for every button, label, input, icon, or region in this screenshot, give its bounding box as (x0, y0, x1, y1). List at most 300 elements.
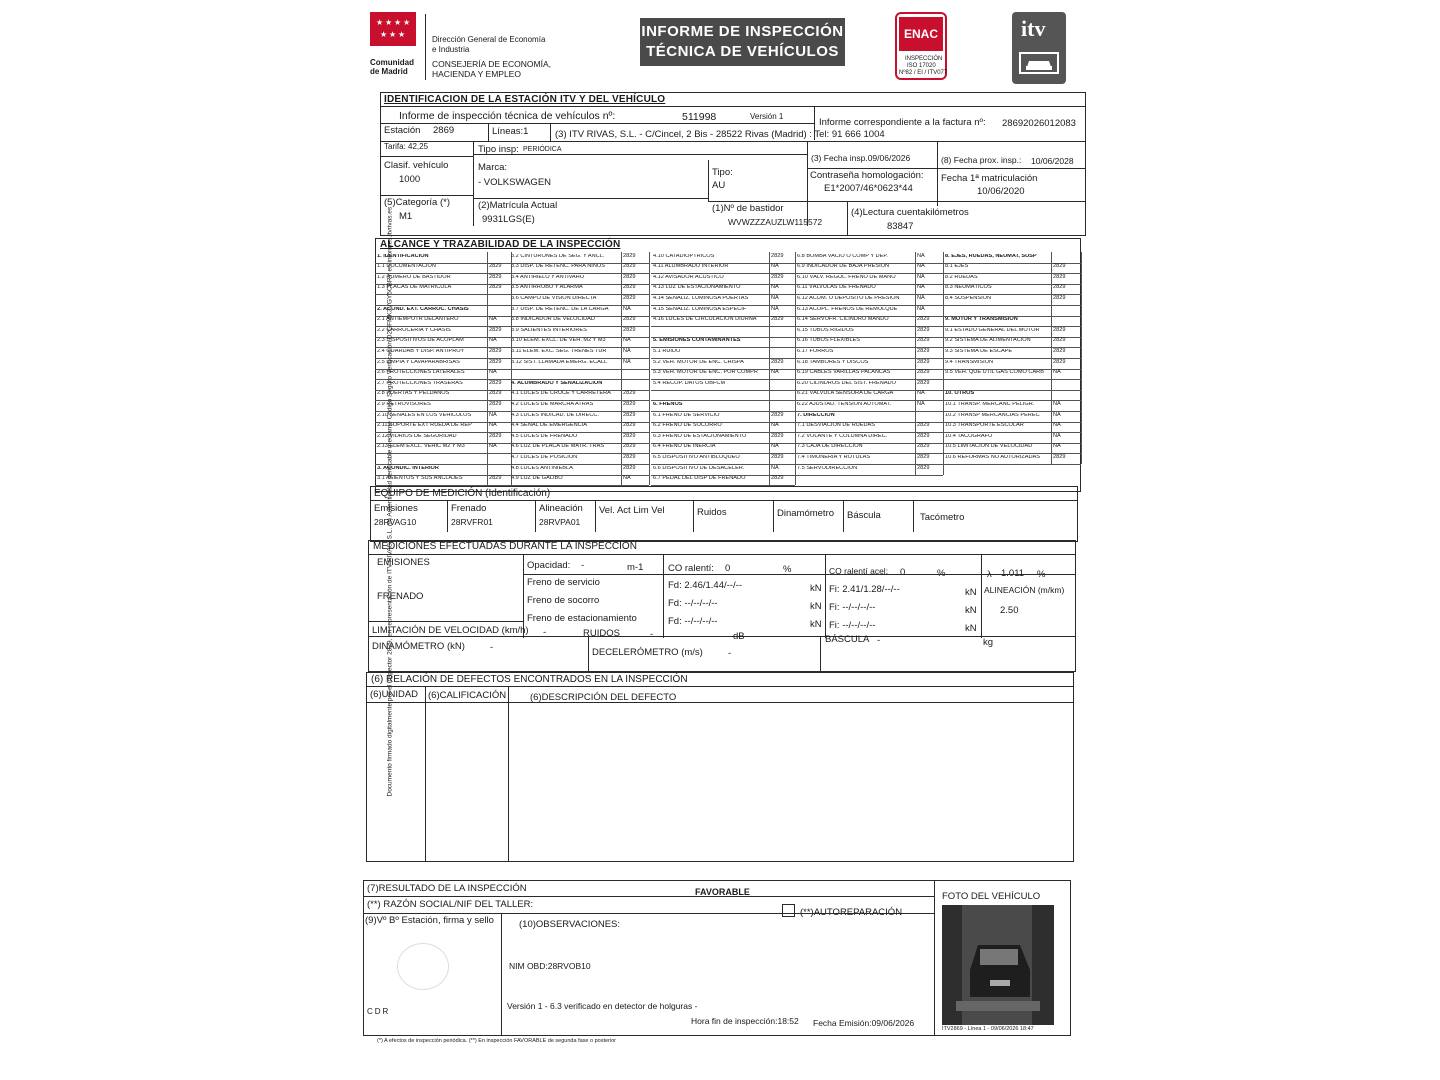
noise-value: - (650, 629, 654, 640)
equip-emisiones-label: Emisiones (374, 503, 418, 514)
scope-item-label: 10.2 TRANSP MERCANCIAS PEREC (945, 412, 1040, 418)
dept-line-2: e Industria (432, 45, 470, 54)
scope-item-label: 2. ACOND. EXT. CARROC. CHASIS (377, 306, 469, 312)
scope-item-status: 2829 (623, 453, 636, 460)
scope-row-line (651, 390, 795, 391)
emergency-brake-fd: Fd: --/--/--/-- (668, 598, 718, 609)
scope-item-status: NA (917, 294, 925, 301)
parking-brake-fi: Fi: --/--/--/-- (829, 620, 876, 631)
scope-item-label: 2.2 CARROCERÍA Y CHASIS (377, 327, 451, 333)
scope-item-label: 3.2 CINTURONES DE SEG. Y ANCL. (511, 253, 605, 259)
title-line-1: INFORME DE INSPECCIÓN (641, 23, 844, 40)
scope-item-status: NA (1053, 443, 1061, 450)
scope-item-label: 8.2 RUEDAS (945, 274, 978, 280)
parking-brake-fd: Fd: --/--/--/-- (668, 616, 718, 627)
scope-item-status: NA (917, 400, 925, 407)
scope-item-label: 8.3 NEUMÁTICOS (945, 285, 992, 291)
scope-item-status: 2829 (489, 263, 502, 270)
scope-item-status: NA (489, 411, 497, 418)
scope-col-divider (943, 252, 944, 475)
scope-item-status: NA (771, 369, 779, 376)
scope-item-label: 4.4 SEÑAL DE EMERGENCIA (511, 423, 587, 429)
scope-item-status: NA (771, 294, 779, 301)
dept-line-4: HACIENDA Y EMPLEO (432, 69, 521, 79)
co-accel-unit: % (937, 568, 946, 579)
service-brake-label: Freno de servicio (527, 577, 600, 588)
scope-item-label: 10.5 LIMITACIÓN DE VELOCIDAD (945, 444, 1033, 450)
equip-vel-label: Vel. Act Lim Vel (599, 505, 665, 516)
scope-title: ALCANCE Y TRAZABILIDAD DE LA INSPECCIÓN (380, 239, 621, 250)
scope-row-line (943, 464, 1081, 465)
star-icon: ★ (380, 30, 388, 39)
comunidad-madrid-flag (370, 12, 416, 46)
title-line-2: TÉCNICA DE VEHÍCULOS (646, 43, 839, 60)
scope-item-label: 5.4 RECOP. DATOS OBFCM (653, 380, 726, 386)
scope-item-label: 3.6 CAMPO DE VISIÓN DIRECTA (511, 295, 597, 301)
scope-item-label: 7.5 SERVODIRECCIÓN (797, 465, 858, 471)
scope-item-status: 2829 (771, 475, 784, 482)
scope-item-status: 2829 (771, 358, 784, 365)
enac-label: ENAC (899, 17, 943, 51)
scope-item-status: 2829 (623, 443, 636, 450)
scope-item-status: 2829 (1053, 358, 1066, 365)
scope-item-label: 2.6 PROTECCIONES LATERALES (377, 370, 465, 376)
vehicle-photo-image (942, 905, 1054, 1025)
scope-item-label: 5.1 RUIDO (653, 348, 681, 354)
scope-item-label: 10.4 TACÓGRAFO (945, 433, 993, 439)
brand-label: Marca: (478, 162, 508, 173)
scope-item-status: 2829 (917, 326, 930, 333)
scope-item-label: 4.13 LUZ DE ESTACIONAMIENTO (653, 285, 741, 291)
scope-item-label: 6.5 DISPOSITIVO ANTIBLOQUEO (653, 454, 740, 460)
kn-unit: kN (965, 605, 977, 616)
scope-item-label: 2.1 ANTIEMPOTR DELANTERO (377, 317, 459, 323)
scope-item-status: 2829 (623, 411, 636, 418)
alignment-value: 2.50 (1000, 605, 1019, 616)
dept-line-3: CONSEJERÍA DE ECONOMÍA, (432, 59, 552, 69)
scope-item-status: NA (1053, 411, 1061, 418)
scope-item-label: 7.1 DESVIACIÓN DE RUEDAS (797, 423, 876, 429)
invoice-label: Informe correspondiente a la factura nº: (819, 117, 986, 128)
scope-item-status: 2829 (489, 347, 502, 354)
scope-item-status: 2829 (917, 379, 930, 386)
scope-item-status: 2829 (917, 443, 930, 450)
scope-item-label: 2.8 PUERTAS Y PELDAÑOS (377, 391, 450, 397)
scope-item-label: 7.4 TIMONERÍA Y RÓTULAS (797, 454, 871, 460)
scope-item-status: NA (771, 464, 779, 471)
scope-item-status: 2829 (623, 263, 636, 270)
report-number: 511998 (682, 111, 717, 123)
scope-item-label: 4.1 LUCES DE CRUCE Y CARRETERA (511, 391, 611, 397)
invoice-number: 28692026012083 (1002, 118, 1076, 129)
scope-col-divider (915, 252, 916, 475)
scope-item-label: 6.8 BOMBA VACÍO O COMP Y DEP. (797, 253, 888, 259)
scope-item-label: 6. FRENOS (653, 401, 683, 407)
scope-item-status: NA (1053, 422, 1061, 429)
emergency-brake-fi: Fi: --/--/--/-- (829, 602, 876, 613)
scope-item-label: 4. ALUMBRADO Y SEÑALIZACIÓN (511, 380, 603, 386)
scope-item-label: 6.13 ACOPL. FRENOS DE REMOLQUE (797, 306, 898, 312)
vin-label: (1)Nº de bastidor (712, 203, 784, 214)
parking-brake-label: Freno de estacionamiento (527, 613, 637, 624)
scope-item-label: 4.5 LUCES DE FRENADO (511, 433, 578, 439)
scope-item-status: 2829 (1053, 284, 1066, 291)
scope-item-label: 1.3 PLACAS DE MATRÍCULA (377, 285, 452, 291)
equip-emisiones: 28RVAG10 (374, 517, 417, 527)
scope-item-label: 4.10 CATADIÓPTRICOS (653, 253, 715, 259)
scope-item-label: 1.2 NÚMERO DE BASTIDOR (377, 274, 451, 280)
co-accel-value: 0 (900, 567, 906, 578)
scope-item-status: 2829 (623, 432, 636, 439)
star-icon: ★ (389, 30, 397, 39)
scope-item-label: 6.4 FRENO DE INERCIA (653, 444, 716, 450)
scope-item-label: 2.5 LIMPIA Y LAVAPARABRISAS (377, 359, 460, 365)
scope-item-status: 2829 (623, 273, 636, 280)
digital-signature-note: Documento firmado digitalmente por el inspector 2829, en representación de ITV RIVAS, S.L. (6) Autenticidad verificable mediante Código Seguro Verificación D2GFMK3VGY5CBRY en informes.itvrivas.es (386, 206, 394, 797)
scope-row-line (943, 379, 1081, 380)
scope-item-status: 2829 (917, 337, 930, 344)
scope-item-label: 5.2 VEH. MOTOR DE ENC. CHISPA (653, 359, 744, 365)
scope-item-label: 4.15 SEÑALIZ. LUMINOSA ESPECIF (653, 306, 747, 312)
scope-item-status: NA (917, 284, 925, 291)
nim-obd: NIM OBD:28RVOB10 (509, 961, 591, 971)
scope-item-label: 6.2 FRENO DE SOCORRO (653, 423, 722, 429)
scope-item-label: 3.12 SIST. LLAMADA EMERG. ECALL (511, 359, 608, 365)
scope-item-label: 8.4 SUSPENSIÓN (945, 295, 992, 301)
scope-item-label: 2.11 SOPORTE EXT RUEDA DE REP (377, 423, 472, 429)
homologation: E1*2007/46*0623*44 (824, 183, 913, 194)
type-label: Tipo: (712, 167, 733, 178)
scope-item-status: 2829 (1053, 453, 1066, 460)
version: Versión 1 (750, 112, 784, 121)
inspection-type: PERIÓDICA (523, 146, 562, 153)
first-registration: 10/06/2020 (977, 186, 1025, 197)
scope-item-label: 6.15 TUBOS RÍGIDOS (797, 327, 854, 333)
scope-item-label: 6.17 FORROS (797, 348, 834, 354)
itv-label: itv (1021, 16, 1046, 41)
scope-item-label: 6.19 CABLES VARILLAS PALANCAS (797, 370, 891, 376)
station-label: Estación (384, 125, 421, 136)
emergency-brake-label: Freno de socorro (527, 595, 600, 606)
lambda-unit: % (1037, 569, 1046, 580)
scope-item-status: NA (917, 305, 925, 312)
scope-item-label: 6.3 FRENO DE ESTACIONAMIENTO (653, 433, 747, 439)
co-idle-unit: % (783, 564, 792, 575)
star-icon: ★ (403, 18, 411, 27)
scope-item-label: 6.22 AJUSTAD. TENSIÓN AUTOMÁT. (797, 401, 892, 407)
station-number: 2869 (433, 125, 455, 136)
version-note: Versión 1 - 6.3 verificado en detector de holguras - (507, 1001, 698, 1011)
scope-item-label: 3.7 DISP. DE RETENC. DE LA CARGA (511, 306, 609, 312)
scope-item-label: 7.2 VOLANTE Y COLUMNA DIREC. (797, 433, 888, 439)
signature-label: (9)Vº Bº Estación, firma y sello (365, 915, 494, 926)
scope-item-status: 2829 (489, 400, 502, 407)
scope-item-label: 4.7 LUCES DE POSICIÓN (511, 454, 578, 460)
defects-col-rating: (6)CALIFICACIÓN (428, 690, 507, 701)
opacity-unit: m-1 (627, 562, 644, 573)
co-idle-label: CO ralentí: (668, 563, 714, 574)
star-icon: ★ (394, 18, 402, 27)
equipment-title: EQUIPO DE MEDICIÓN (Identificación) (374, 488, 551, 499)
measurements-title: MEDICIONES EFECTUADAS DURANTE LA INSPECCIÓN (373, 541, 637, 552)
scope-item-label: 6.20 CILINDROS DEL SIST. FRENADO (797, 380, 896, 386)
scope-item-status: 2829 (623, 400, 636, 407)
alignment-label: ALINEACIÓN (m/km) (984, 585, 1065, 595)
kn-unit: kN (965, 623, 977, 634)
scope-row-line (795, 475, 943, 476)
scope-item-status: NA (771, 284, 779, 291)
scope-item-label: 6.1 FRENO DE SERVICIO (653, 412, 720, 418)
self-repair-label: (**)AUTOREPARACIÓN (800, 907, 903, 918)
scope-row-line (651, 326, 795, 327)
self-repair-checkbox[interactable] (782, 904, 795, 917)
lambda-value: 1.011 (1001, 568, 1025, 579)
scope-item-status: NA (1053, 369, 1061, 376)
scope-col-divider (769, 252, 770, 485)
scope-item-status: 2829 (623, 252, 636, 259)
region-name-1: Comunidad (370, 58, 414, 67)
type: AU (712, 180, 726, 191)
scope-item-label: 4.8 LUCES ANTINIEBLA (511, 465, 573, 471)
equip-bascula-label: Báscula (847, 510, 881, 521)
kn-unit: kN (810, 601, 822, 612)
scope-item-status: 2829 (489, 379, 502, 386)
scale-value: - (877, 635, 881, 646)
scope-item-status: NA (917, 263, 925, 270)
equip-dinamometro-label: Dinamómetro (777, 508, 835, 519)
braking-label: FRENADO (377, 591, 424, 602)
scope-item-label: 2.7 PROTECCIONES TRASERAS (377, 380, 463, 386)
photo-caption: ITV2869 - Línea 1 - 09/06/2026 18:47 (942, 1026, 1034, 1032)
opacity-label: Opacidad: (527, 560, 571, 571)
scale-label: BÁSCULA (825, 634, 870, 645)
kn-unit: kN (965, 587, 977, 598)
dynamometer-label: DINAMÓMETRO (kN) (372, 641, 465, 652)
scope-item-status: NA (917, 252, 925, 259)
scope-item-status: NA (917, 390, 925, 397)
scope-item-status: 2829 (623, 422, 636, 429)
photo-label: FOTO DEL VEHÍCULO (942, 891, 1041, 902)
vin: WVWZZZAUZLW115572 (728, 217, 823, 227)
equip-alineacion: 28RVPA01 (539, 517, 581, 527)
scope-item-status: NA (623, 347, 631, 354)
identification-title: IDENTIFICACION DE LA ESTACIÓN ITV Y DEL VEHÍCULO (384, 94, 666, 105)
defects-col-unit: (6)UNIDAD (370, 689, 419, 700)
scope-item-label: 2.12 VIDRIOS DE SEGURIDAD (377, 433, 457, 439)
scope-item-label: 4.3 LUCES INDICAD. DE DIRECC. (511, 412, 599, 418)
scope-row-line (375, 453, 511, 454)
scope-item-status: 2829 (917, 432, 930, 439)
scope-item-status: 2829 (917, 347, 930, 354)
equip-frenado: 28RVFR01 (451, 517, 493, 527)
service-brake-fi: Fi: 2.41/1.28/--/-- (829, 584, 900, 595)
scope-item-label: 10.3 TRANSPORTE ESCOLAR (945, 423, 1024, 429)
scale-unit: kg (983, 637, 994, 648)
equip-tacometro-label: Tacómetro (920, 512, 965, 523)
decelerometer-label: DECELERÓMETRO (m/s) (592, 647, 703, 658)
scope-item-label: 10.6 REFORMAS NO AUTORIZADAS (945, 454, 1041, 460)
scope-item-status: NA (623, 475, 631, 482)
region-name-2: de Madrid (370, 67, 408, 76)
vehicle-class-label: Clasif. vehículo (384, 160, 449, 171)
scope-item-label: 3.9 SALIENTES INTERIORES (511, 327, 587, 333)
scope-item-label: 10. OTROS (945, 391, 975, 397)
scope-item-label: 9.1 ESTADO GENERAL DEL MOTOR (945, 327, 1040, 333)
scope-item-label: 3.8 INDICADOR DE VELOCIDAD (511, 317, 595, 323)
scope-item-label: 7.3 CAJA DE DIRECCIÓN (797, 444, 863, 450)
vehicle-class: 1000 (399, 174, 421, 185)
scope-item-status: NA (771, 443, 779, 450)
scope-item-status: 2829 (623, 284, 636, 291)
decelerometer-value: - (728, 648, 732, 659)
noise-label: RUIDOS (583, 628, 620, 639)
footer-note: (*) A efectos de inspección periódica. (**) En inspección FAVORABLE de segunda fase o posterior (377, 1038, 616, 1044)
scope-item-label: 4.11 ALUMBRADO INTERIOR (653, 264, 729, 270)
scope-item-label: 6.21 VÁLVULA SENSORA DE CARGA (797, 391, 894, 397)
result-value: FAVORABLE (695, 887, 750, 897)
kn-unit: kN (810, 583, 822, 594)
scope-item-label: 2.3 DISPOSITIVOS DE ACOPLAM (377, 338, 464, 344)
odometer-label: (4)Lectura cuentakilómetros (851, 207, 969, 218)
scope-item-label: 6.16 TUBOS FLEXIBLES (797, 338, 861, 344)
scope-item-status: NA (623, 305, 631, 312)
scope-item-label: 6.14 SERVOFR. CILINDRO MANDO (797, 317, 889, 323)
scope-item-label: 4.2 LUCES DE MARCHA ATRÁS (511, 401, 594, 407)
scope-item-label: 6.9 INDICADOR DE BAJA PRESIÓN (797, 264, 890, 270)
scope-item-label: 4.6 LUZ DE PLACA DE MATR. TRAS (511, 444, 605, 450)
scope-item-status: 2829 (1053, 273, 1066, 280)
scope-item-label: 1.1 DOCUMENTACIÓN (377, 264, 436, 270)
scope-item-label: 3. ACONDIC. INTERIOR (377, 465, 439, 471)
scope-item-status: 2829 (623, 326, 636, 333)
scope-item-label: 6.18 TAMBORES Y DISCOS (797, 359, 869, 365)
scope-item-label: 1. IDENTIFICACIÓN (377, 253, 429, 259)
car-icon (1019, 52, 1059, 74)
scope-item-status: 2829 (1053, 326, 1066, 333)
scope-item-status: 2829 (1053, 294, 1066, 301)
scope-col-divider (1051, 252, 1052, 464)
scope-item-status: NA (1053, 432, 1061, 439)
scope-item-label: 9. MOTOR Y TRANSMISIÓN (945, 317, 1018, 323)
scope-item-label: 4.16 LUCES DE CIRCULACIÓN DIURNA (653, 317, 757, 323)
issue-date: Fecha Emisión:09/06/2026 (813, 1018, 915, 1028)
scope-item-status: 2829 (771, 432, 784, 439)
scope-item-label: 6.12 ACUM. O DEPÓSITO DE PRESIÓN (797, 295, 900, 301)
category-label: (5)Categoría (*) (384, 197, 450, 208)
opacity-value: - (581, 560, 585, 571)
scope-item-status: 2829 (771, 252, 784, 259)
scope-item-status: 2829 (1053, 263, 1066, 270)
next-inspection-date: 10/06/2028 (1031, 156, 1074, 166)
lambda-label: λ (987, 569, 992, 580)
brand: - VOLKSWAGEN (478, 177, 552, 188)
odometer: 83847 (887, 221, 914, 232)
scope-item-status: NA (489, 337, 497, 344)
scope-item-status: NA (623, 358, 631, 365)
scope-item-status: NA (1053, 400, 1061, 407)
scope-item-label: 6.10 VÁLV. REGUL. FRENO DE MANO (797, 274, 896, 280)
dynamometer-value: - (490, 642, 494, 653)
enac-logo (895, 12, 947, 80)
scope-item-status: 2829 (1053, 337, 1066, 344)
scope-row-line (375, 294, 511, 295)
scope-item-status: 2829 (489, 326, 502, 333)
cdr-label: CDR (367, 1007, 391, 1016)
scope-item-label: 9.2 SISTEMA DE ALIMENTACIÓN (945, 338, 1031, 344)
co-idle-value: 0 (725, 563, 731, 574)
scope-item-label: 4.14 SEÑALIZ. LUMINOSA PUERTAS (653, 295, 749, 301)
defects-col-description: (6)DESCRIPCIÓN DEL DEFECTO (530, 692, 677, 703)
scope-item-status: 2829 (771, 273, 784, 280)
noise-unit: dB (733, 631, 745, 642)
scope-item-status: NA (489, 369, 497, 376)
next-inspection-label: (8) Fecha prox. insp.: (941, 155, 1022, 165)
scope-item-status: NA (771, 305, 779, 312)
scope-item-status: 2829 (623, 294, 636, 301)
inspection-type-label: Tipo insp: (478, 144, 519, 155)
scope-item-label: 6.6 DISPOSITIVO DE DESACELER. (653, 465, 745, 471)
inspection-report (355, 8, 1090, 1048)
dept-line-1: Dirección General de Economía (432, 35, 546, 44)
scope-item-status: 2829 (771, 411, 784, 418)
kn-unit: kN (810, 619, 822, 630)
tariff: Tarifa: 42,25 (384, 142, 429, 151)
scope-item-status: NA (917, 273, 925, 280)
scope-item-status: 2829 (917, 369, 930, 376)
scope-item-status: 2829 (489, 358, 502, 365)
scope-item-label: 6.11 VÁLVULAS DE FRENADO (797, 285, 876, 291)
enac-sub-1: INSPECCIÓN (905, 56, 943, 62)
report-title (640, 18, 845, 66)
first-registration-label: Fecha 1ª matriculación (941, 173, 1038, 184)
star-icon: ★ (398, 30, 406, 39)
category: M1 (399, 211, 413, 222)
scope-item-status: 2829 (771, 453, 784, 460)
scope-item-status: 2829 (917, 464, 930, 471)
scope-item-status: 2829 (489, 273, 502, 280)
station-lines: Líneas:1 (492, 126, 529, 137)
speed-limit-value: - (543, 627, 547, 638)
scope-item-label: 3.11 ELEM. EXC. SEG. TRENES TUR (511, 348, 607, 354)
scope-item-status: 2829 (917, 358, 930, 365)
scope-item-label: 3.4 ANTIHIELO Y ANTIVAHO (511, 274, 585, 280)
scope-item-status: 2829 (917, 316, 930, 323)
scope-item-label: 9.5 VEH. QUE UTIL GAS COMO CARB (945, 370, 1044, 376)
workshop-label: (**) RAZÓN SOCIAL/NIF DEL TALLER: (367, 899, 534, 910)
scope-item-status: NA (623, 337, 631, 344)
scope-item-status: NA (489, 443, 497, 450)
plate-label: (2)Matrícula Actual (478, 200, 558, 211)
scope-item-status: 2829 (489, 390, 502, 397)
scope-item-status: NA (489, 422, 497, 429)
plate: 9931LGS(E) (482, 214, 535, 225)
scope-item-label: 7. DIRECCIÓN (797, 412, 835, 418)
scope-grid (375, 252, 1081, 492)
inspection-date: (3) Fecha insp.09/06/2026 (811, 153, 911, 163)
equip-frenado-label: Frenado (451, 503, 487, 514)
scope-item-status: NA (771, 422, 779, 429)
scope-item-label: 8.1 EJES (945, 264, 969, 270)
scope-item-label: 3.1 ASIENTOS Y SUS ANCLAJES (377, 476, 463, 482)
scope-item-label: 3.3 DISP. DE RETENC. PARA NIÑOS (511, 264, 605, 270)
scope-item-status: 2829 (489, 432, 502, 439)
scope-item-label: 5. EMISIONES CONTAMINANTES (653, 338, 741, 344)
end-time: Hora fin de inspección:18:52 (691, 1016, 799, 1026)
scope-item-label: 4.12 AVISADOR ACÚSTICO (653, 274, 724, 280)
scope-item-status: 2829 (623, 390, 636, 397)
scope-col-divider (649, 252, 650, 485)
scope-item-status: NA (771, 263, 779, 270)
